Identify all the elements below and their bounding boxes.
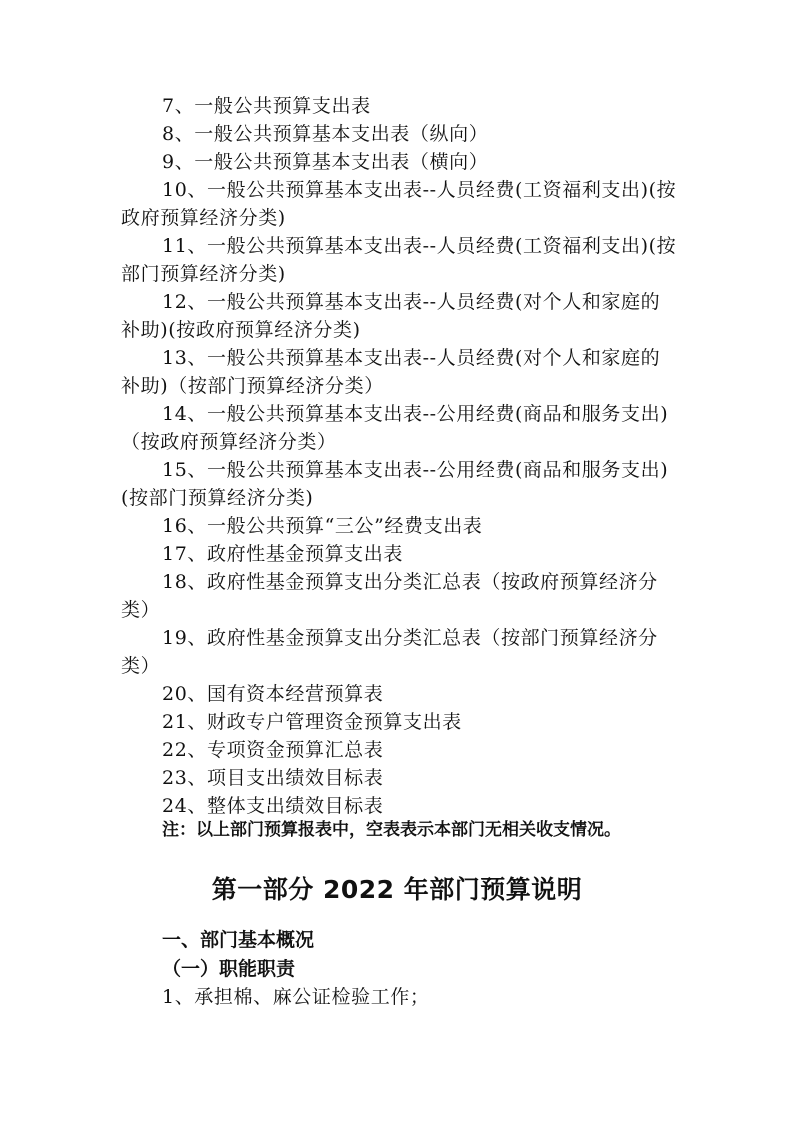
- list-item: 10、一般公共预算基本支出表--人员经费(工资福利支出)(按政府预算经济分类): [121, 179, 677, 229]
- list-item: 12、一般公共预算基本支出表--人员经费(对个人和家庭的补助)(按政府预算经济分类): [121, 291, 661, 341]
- section-title: 一、部门基本概况: [162, 929, 315, 951]
- list-item: 17、政府性基金预算支出表: [162, 543, 403, 565]
- paragraph: 1、承担棉、麻公证检验工作；: [162, 986, 430, 1008]
- list-item: 15、一般公共预算基本支出表--公用经费(商品和服务支出)(按部门预算经济分类): [121, 459, 669, 509]
- list-item: 21、财政专户管理资金预算支出表: [162, 711, 462, 733]
- list-item: 9、一般公共预算基本支出表（横向）: [162, 151, 489, 173]
- list-item: 22、专项资金预算汇总表: [162, 739, 384, 761]
- list-item: 24、整体支出绩效目标表: [162, 795, 384, 817]
- list-item: 8、一般公共预算基本支出表（纵向）: [162, 123, 489, 145]
- list-item: 18、政府性基金预算支出分类汇总表（按政府预算经济分类）: [121, 571, 658, 621]
- list-item: 14、一般公共预算基本支出表--公用经费(商品和服务支出)（按政府预算经济分类）: [121, 403, 669, 453]
- list-item: 20、国有资本经营预算表: [162, 683, 384, 705]
- list-item: 19、政府性基金预算支出分类汇总表（按部门预算经济分类）: [121, 627, 658, 677]
- list-item: 23、项目支出绩效目标表: [162, 767, 384, 789]
- list-item: 16、一般公共预算“三公”经费支出表: [162, 515, 483, 537]
- note-text: 注：以上部门预算报表中，空表表示本部门无相关收支情况。: [162, 820, 621, 840]
- list-item: 13、一般公共预算基本支出表--人员经费(对个人和家庭的补助)（按部门预算经济分类）: [121, 347, 661, 397]
- part-title: 第一部分 2022 年部门预算说明: [211, 875, 583, 904]
- table-list: [121, 92, 677, 820]
- list-item: 7、一般公共预算支出表: [162, 95, 371, 117]
- subsection-title: （一）职能职责: [162, 958, 296, 980]
- list-item: 11、一般公共预算基本支出表--人员经费(工资福利支出)(按部门预算经济分类): [121, 235, 677, 285]
